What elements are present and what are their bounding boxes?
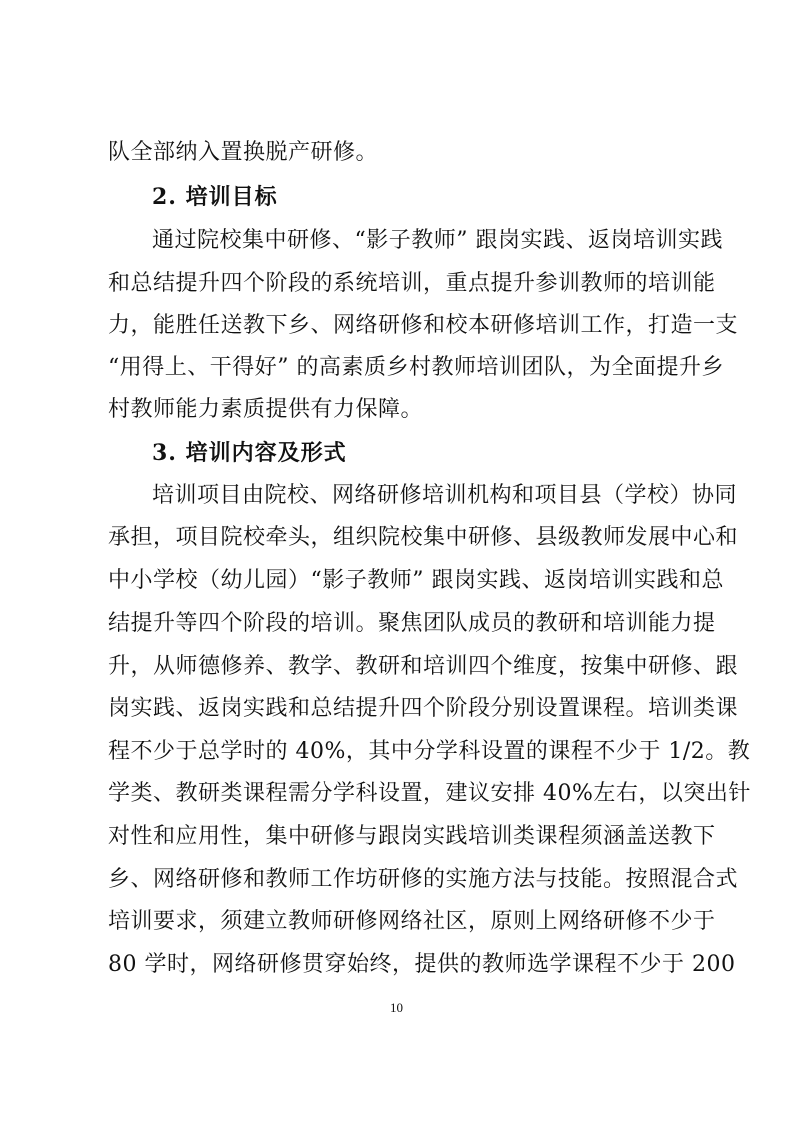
paragraph-line: 学类、教研类课程需分学科设置，建议安排 40%左右，以突出针 — [108, 781, 751, 806]
paragraph-line: 对性和应用性，集中研修与跟岗实践培训类课程须涵盖送教下 — [108, 824, 716, 849]
page-number: 10 — [390, 1000, 403, 1015]
paragraph-line: 程不少于总学时的 40%，其中分学科设置的课程不少于 1/2。教 — [108, 739, 751, 764]
paragraph-line: 承担，项目院校牵头，组织院校集中研修、县级教师发展中心和 — [108, 525, 739, 550]
paragraph-line: 通过院校集中研修、“影子教师” 跟岗实践、返岗培训实践 — [152, 228, 723, 253]
paragraph-line: “用得上、干得好” 的高素质乡村教师培训团队，为全面提升乡 — [108, 355, 724, 380]
paragraph-line: 结提升等四个阶段的培训。聚焦团队成员的教研和培训能力提 — [108, 611, 716, 636]
paragraph-line: 村教师能力素质提供有力保障。 — [108, 397, 424, 422]
paragraph-line: 和总结提升四个阶段的系统培训，重点提升参训教师的培训能 — [108, 271, 716, 296]
paragraph-line: 培训项目由院校、网络研修培训机构和项目县（学校）协同 — [152, 483, 738, 508]
paragraph-line: 力，能胜任送教下乡、网络研修和校本研修培训工作，打造一支 — [108, 313, 739, 338]
paragraph-line: 培训要求，须建立教师研修网络社区，原则上网络研修不少于 — [108, 909, 716, 934]
paragraph-line: 中小学校（幼儿园）“影子教师” 跟岗实践、返岗培训实践和总 — [108, 568, 724, 593]
section-heading-training-goals: 2. 培训目标 — [152, 184, 278, 210]
paragraph-line: 乡、网络研修和教师工作坊研修的实施方法与技能。按照混合式 — [108, 867, 739, 892]
paragraph-line: 升，从师德修养、教学、教研和培训四个维度，按集中研修、跟 — [108, 654, 739, 679]
paragraph-line: 岗实践、返岗实践和总结提升四个阶段分别设置课程。培训类课 — [108, 696, 739, 721]
section-heading-training-content: 3. 培训内容及形式 — [152, 440, 347, 466]
paragraph-line: 80 学时，网络研修贯穿始终，提供的教师选学课程不少于 200 — [108, 952, 736, 977]
paragraph-line: 队全部纳入置换脱产研修。 — [108, 140, 379, 165]
